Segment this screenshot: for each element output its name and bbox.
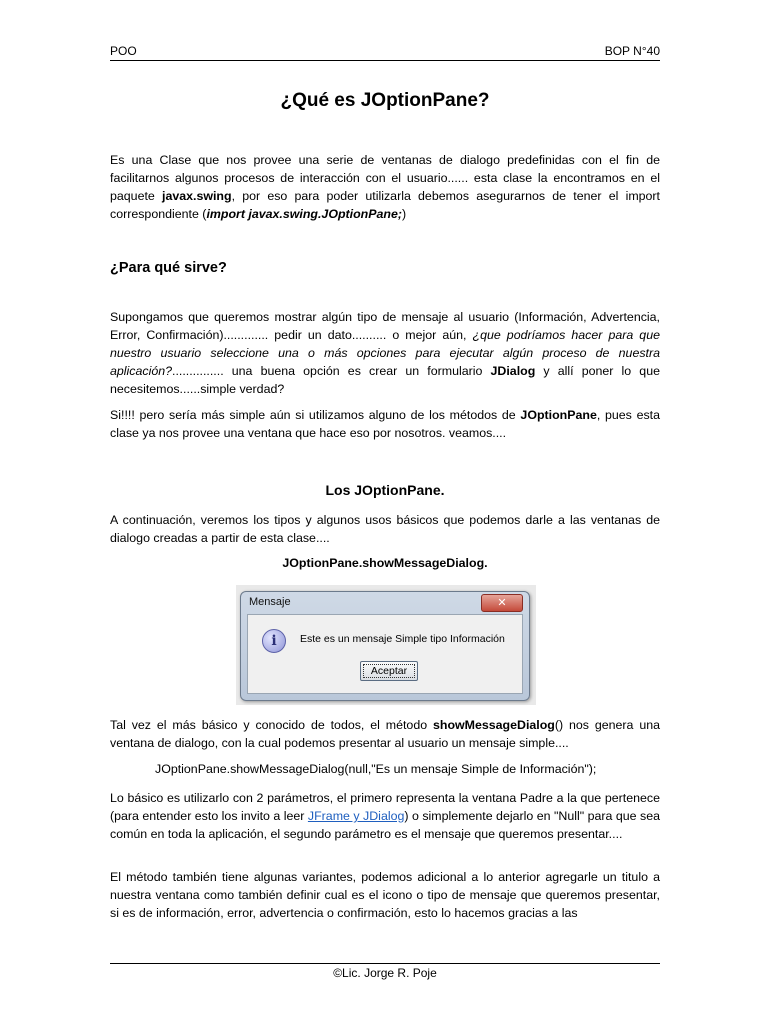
section3-paragraph-1 — [110, 716, 660, 752]
dialog-body — [247, 614, 523, 694]
import-statement: import javax.swing.JOptionPane; — [206, 207, 402, 221]
para-text: Si!!!! pero sería más simple aún si utilizamos alguno de los métodos de — [110, 408, 521, 422]
para-text-2: , pues esta clase ya nos provee una ventana que hace eso por nosotros. veamos.... — [110, 408, 660, 440]
page-title: ¿Qué es JOptionPane? — [280, 90, 490, 111]
para-text-2: ) o simplemente dejarlo en "Null" para que sea común en toda la aplicación, el segundo parámetro es el mensaje que queremos presentar.... — [110, 809, 660, 841]
para-text-2: () nos genera una ventana de dialogo, con la cual podemos presentar al usuario un mensaje simple.... — [110, 718, 660, 750]
close-icon[interactable]: ✕ — [481, 594, 523, 612]
section3-paragraph-3: El método también tiene algunas variantes, podemos adicional a lo anterior agregarle un titulo a nuestra ventana como también definir cual es el icono o tipo de mensaje que queremos presentar, si es de información, error, advertencia o confirmación, esto lo hacemos gracias a las — [110, 870, 660, 920]
dialog-message: Este es un mensaje Simple tipo Información — [300, 633, 505, 645]
dialog-title: Mensaje — [249, 596, 291, 608]
code-example: JOptionPane.showMessageDialog(null,"Es un mensaje Simple de Información"); — [155, 762, 597, 776]
footer-divider — [110, 963, 660, 964]
joptionpane-term: JOptionPane — [520, 408, 597, 422]
message-dialog-window — [240, 591, 530, 701]
para-text: Tal vez el más básico y conocido de todos, el método — [110, 718, 433, 732]
para-text-3: y allí poner lo que necesitemos......simple verdad? — [110, 364, 660, 396]
header-course: POO — [110, 44, 137, 58]
header-number: BOP N°40 — [604, 44, 660, 58]
section-heading-los-joptionpane: Los JOptionPane. — [325, 482, 445, 498]
accept-button[interactable]: Aceptar — [360, 661, 418, 681]
para-text: Lo básico es utilizarlo con 2 parámetros, el primero representa la ventana Padre a la que pertenece (para entender esto los invito a leer — [110, 791, 660, 823]
package-name: javax.swing — [162, 189, 232, 203]
intro-text-2: , por eso para poder utilizarla debemos asegurarnos de tener el import correspondiente ( — [110, 189, 660, 221]
para-text-2: ............... una buena opción es crear un formulario — [172, 364, 491, 378]
para-italic: ¿que podríamos hacer para que nuestro usuario seleccione una o más opciones para ejecutar algún proceso de nuestra aplicación? — [110, 328, 660, 378]
jdialog-term: JDialog — [490, 364, 536, 378]
section1-paragraph-2 — [110, 406, 660, 442]
section1-paragraph-1 — [110, 308, 660, 398]
information-icon: i — [262, 629, 286, 653]
method-heading: JOptionPane.showMessageDialog. — [282, 556, 488, 570]
intro-text: Es una Clase que nos provee una serie de ventanas de dialogo predefinidas con el fin de facilitarnos algunos procesos de interacción con el usuario...... esta clase la encontramos en el paquete — [110, 153, 660, 203]
page-footer: ©Lic. Jorge R. Poje — [333, 966, 437, 980]
jframe-jdialog-link[interactable]: JFrame y JDialog — [307, 809, 405, 823]
para-text: Supongamos que queremos mostrar algún tipo de mensaje al usuario (Información, Advertencia, Error, Confirmación)............. pedir un dato.......... o mejor aún, — [110, 310, 660, 342]
intro-text-3: ) — [401, 207, 407, 221]
dialog-screenshot — [236, 585, 536, 705]
method-name: showMessageDialog — [432, 718, 555, 732]
intro-paragraph — [110, 151, 660, 223]
page-header — [110, 42, 660, 61]
section-heading-para-que-sirve: ¿Para qué sirve? — [110, 260, 227, 276]
section2-paragraph: A continuación, veremos los tipos y algunos usos básicos que podemos darle a las ventanas de dialogo creadas a partir de esta clase.... — [110, 513, 660, 545]
section3-paragraph-2 — [110, 789, 660, 843]
